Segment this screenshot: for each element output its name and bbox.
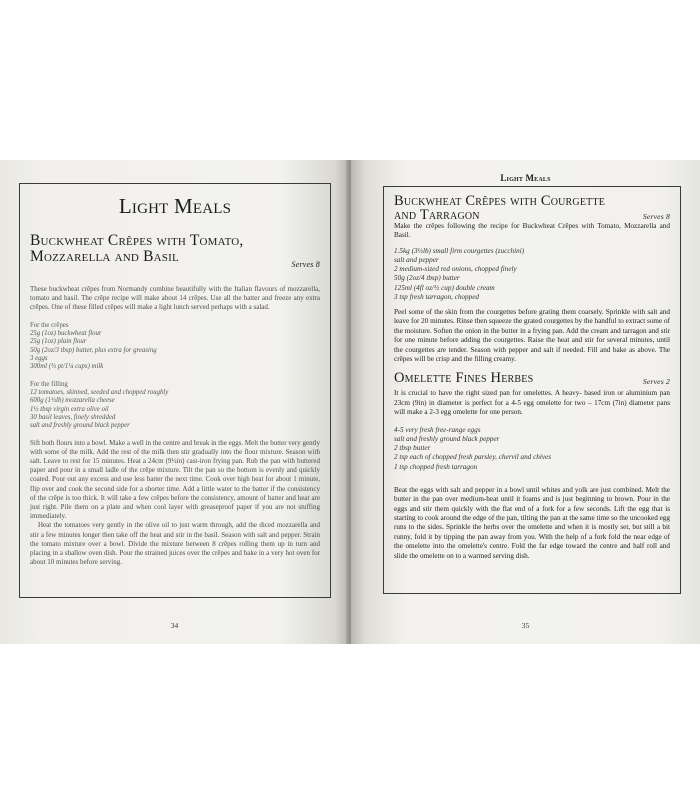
recipe1-title-line1: Buckwheat Crêpes with Courgette — [394, 193, 606, 209]
recipe2-serves: Serves 2 — [642, 377, 670, 387]
recipe2-intro: It is crucial to have the right sized pan for omelettes. A heavy- based iron or aluminium pan 23cm (9in) in diameter is perfect for a 4-5 egg omelette for two – 17cm (7in) diameter pans will make a 2-3 egg omelette for one person. — [394, 389, 670, 417]
book-spread — [0, 160, 700, 644]
ingredient: 1½ tbsp virgin extra olive oil — [30, 405, 109, 413]
ingredient: 25g (1oz) buckwheat flour — [30, 330, 102, 338]
ingredient: 12 tomatoes, skinned, seeded and chopped roughly — [30, 389, 169, 397]
method-paragraph: Sift both flours into a bowl. Make a well in the centre and break in the eggs. Melt the butter very gently with some of the milk. Add the rest of the milk then stir gradually into the flour mixture. Season with salt. Leave to rest for 15 minutes. Heat a 24cm (9½in) cast-iron frying pan. Rub the pan with buttered paper and pour in a small ladle of the crêpe mixture. Tilt the pan so the bottom is evenly and quickly coated. Pour out any excess and use less batter the next time. Cook over high heat for about 1 minute, flip over and cook the second side for a shorter time. Add a little water to the batter if the consistency of the crêpe is too thick. It will take a few crêpes before the consistency, amount of batter and heat are just right. Pile them on a plate and when cool layer with greaseproof paper if you are not stuffing immediately. — [30, 438, 320, 521]
right-page-frame — [383, 186, 681, 594]
ingredient: 2 tsp each of chopped fresh parsley, chervil and chives — [394, 453, 552, 462]
filling-label: For the filling — [30, 380, 68, 388]
recipe-method — [30, 439, 320, 568]
recipe1-intro: Make the crêpes following the recipe for Buckwheat Crêpes with Tomato, Mozzarella and Basil. — [394, 222, 670, 240]
recipe-title-line2 — [30, 249, 320, 273]
running-head: Light Meals — [500, 173, 551, 183]
recipe1-title-line2-text: and Tarragon — [394, 208, 480, 223]
ingredient: 30 basil leaves, finely shredded — [30, 413, 116, 421]
ingredient: 1.5kg (3½lb) small firm courgettes (zucchini) — [394, 246, 525, 255]
ingredient: 4-5 very fresh free-range eggs — [394, 425, 481, 434]
ingredient: 600g (1½lb) mozzarella cheese — [30, 397, 115, 405]
crepes-label: For the crêpes — [30, 321, 69, 329]
left-page — [0, 160, 349, 644]
ingredient: 2 medium-sized red onions, chopped finely — [394, 265, 517, 274]
ingredient: 3 tsp fresh tarragon, chopped — [394, 292, 479, 301]
recipe1-ingredient-list — [394, 247, 670, 302]
recipe-intro: These buckwheat crêpes from Normandy combine beautifully with the Italian flavours of mozzarella, tomato and basil. The crêpe recipe will make about 14 crêpes. Use all the batter and freeze any extra crêpes. One of these filled crêpes will make a light lunch served perhaps with a salad. — [30, 285, 320, 312]
ingredient: 125ml (4fl oz/½ cup) double cream — [394, 283, 495, 292]
filling-ingredient-list — [30, 389, 320, 430]
recipe2-title-row — [394, 371, 670, 389]
chapter-title: Light Meals — [118, 194, 232, 218]
left-page-frame — [19, 183, 331, 598]
ingredient: 3 eggs — [30, 355, 48, 362]
right-page — [351, 160, 700, 644]
recipe1-method: Peel some of the skin from the courgettes before grating them coarsely. Sprinkle with salt and leave for 20 minutes. Rinse then squeeze the grated courgettes by the handful to extract some of the moisture. Soften the onion in the butter in a frying pan. Add the cream and tarragon and stir for one minute before adding the courgettes. Raise the heat and stir for several minutes, until the courgettes are tender. Season with pepper and salt if needed. Fill and bake as above. The crêpes will be crisp and the filling creamy. — [394, 308, 670, 364]
method-paragraph: Heat the tomatoes very gently in the olive oil to just warm through, add the diced mozzarella and stir a few minutes longer then take off the heat and stir in the basil. Season with salt and pepper. Strain the tomato mixture over a bowl. Divide the mixture between 8 crêpes rolling them up in turn and placing in a shallow oven dish. Pour the strained juices over the crêpes and bake in a very hot oven for about 10 minutes before serving. — [30, 521, 320, 567]
ingredient: salt and freshly ground black pepper — [394, 434, 500, 443]
page-number-left: 34 — [170, 621, 179, 630]
ingredient: 50g (2oz/3 tbsp) butter, plus extra for greasing — [30, 346, 157, 354]
recipe-title-line1: Buckwheat Crêpes with Tomato, — [30, 232, 244, 249]
page-number-right: 35 — [521, 621, 530, 630]
recipe1-title — [394, 194, 670, 224]
recipe2-method: Beat the eggs with salt and pepper in a bowl until whites and yolk are just combined. Melt the butter in the pan over medium-heat until it foams and is just beginning to brown. Pour in the eggs and stir them quickly with the flat end of a fork for a few seconds. Lift the egg that is starting to cook around the edge of the pan, tilting the pan at the same time so the uncooked egg runs to the sides. Sprinkle the herbs over the omelette and when it is mostly set, but still a bit runny, fold it by tipping the pan away from you. With the help of a fork fold the near edge of the omelette into the omelette's centre. Fold the far edge toward the centre and half roll and slide the omelette on to a warmed serving dish. — [394, 485, 670, 560]
recipe2-title: Omelette Fines Herbes — [394, 371, 534, 387]
ingredient: 1 tsp chopped fresh tarragon — [394, 462, 478, 471]
ingredient: 50g (2oz/4 tbsp) butter — [394, 274, 460, 283]
recipe2-ingredient-list — [394, 426, 670, 472]
ingredient: salt and freshly ground black pepper — [30, 422, 130, 430]
recipe1-serves: Serves 8 — [642, 212, 670, 221]
recipe-title-line2-text: Mozzarella and Basil — [30, 249, 179, 265]
ingredient: 25g (1oz) plain flour — [30, 338, 87, 346]
ingredient: salt and pepper — [394, 256, 439, 265]
recipe-title — [30, 233, 320, 273]
ingredient: 300ml (½ pt/1¼ cups) milk — [30, 363, 104, 371]
ingredient: 2 tbsp butter — [394, 444, 431, 453]
crepes-ingredient-list — [30, 330, 320, 371]
serves-label: Serves 8 — [291, 260, 320, 269]
